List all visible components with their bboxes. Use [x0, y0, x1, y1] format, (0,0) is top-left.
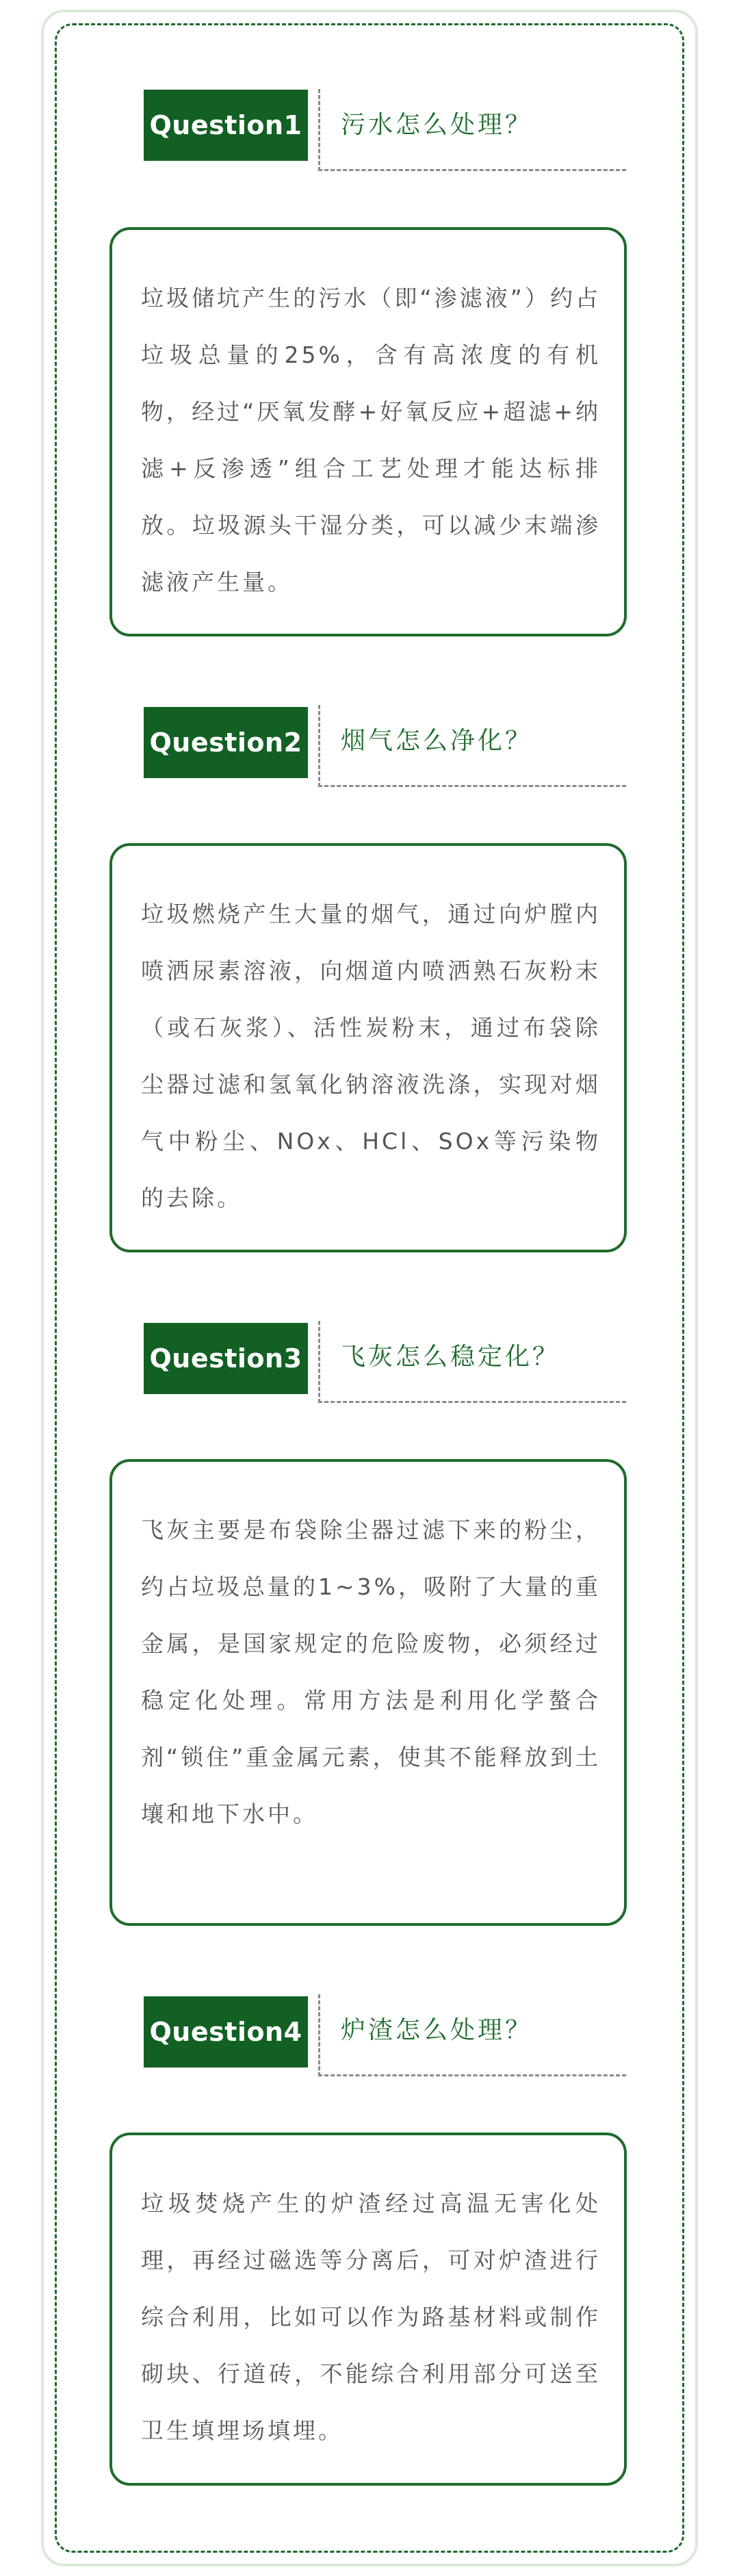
question-badge-1: Question1	[144, 90, 308, 161]
question-title-box-2	[318, 705, 626, 787]
question-badge-3: Question3	[144, 1323, 308, 1394]
answer-text-4: 垃圾焚烧产生的炉渣经过高温无害化处理，再经过磁选等分离后，可对炉渣进行综合利用，比如可以作为路基材料或制作砌块、行道砖，不能综合利用部分可送至卫生填埋场填埋。	[141, 2190, 601, 2444]
question-title-4: 炉渣怎么处理？	[341, 2016, 533, 2044]
answer-box-1	[109, 227, 627, 636]
question-badge-4: Question4	[144, 1996, 308, 2068]
question-title-3: 飞灰怎么稳定化？	[341, 1343, 560, 1371]
answer-box-4	[109, 2133, 627, 2486]
question-title-1: 污水怎么处理？	[341, 111, 533, 139]
answer-text-1: 垃圾储坑产生的污水（即“渗滤液”）约占垃圾总量的25%，含有高浓度的有机物，经过“厌氧发酵+好氧反应+超滤+纳滤+反渗透”组合工艺处理才能达标排放。垃圾源头干湿分类，可以减少末端渗滤液产生量。	[141, 285, 601, 595]
question-badge-2: Question2	[144, 707, 308, 778]
question-title-box-4	[318, 1994, 626, 2076]
question-title-box-1	[318, 89, 626, 171]
answer-text-2: 垃圾燃烧产生大量的烟气，通过向炉膛内喷洒尿素溶液，向烟道内喷洒熟石灰粉末（或石灰浆）、活性炭粉末，通过布袋除尘器过滤和氢氧化钠溶液洗涤，实现对烟气中粉尘、NOx、HCl、SOx等污染物的去除。	[141, 901, 601, 1211]
question-title-box-3	[318, 1321, 626, 1403]
answer-text-3: 飞灰主要是布袋除尘器过滤下来的粉尘，约占垃圾总量的1~3%，吸附了大量的重金属，是国家规定的危险废物，必须经过稳定化处理。常用方法是利用化学螯合剂“锁住”重金属元素，使其不能释放到土壤和地下水中。	[141, 1517, 601, 1827]
answer-box-3	[109, 1459, 627, 1926]
answer-box-2	[109, 843, 627, 1252]
question-title-2: 烟气怎么净化？	[341, 727, 533, 755]
